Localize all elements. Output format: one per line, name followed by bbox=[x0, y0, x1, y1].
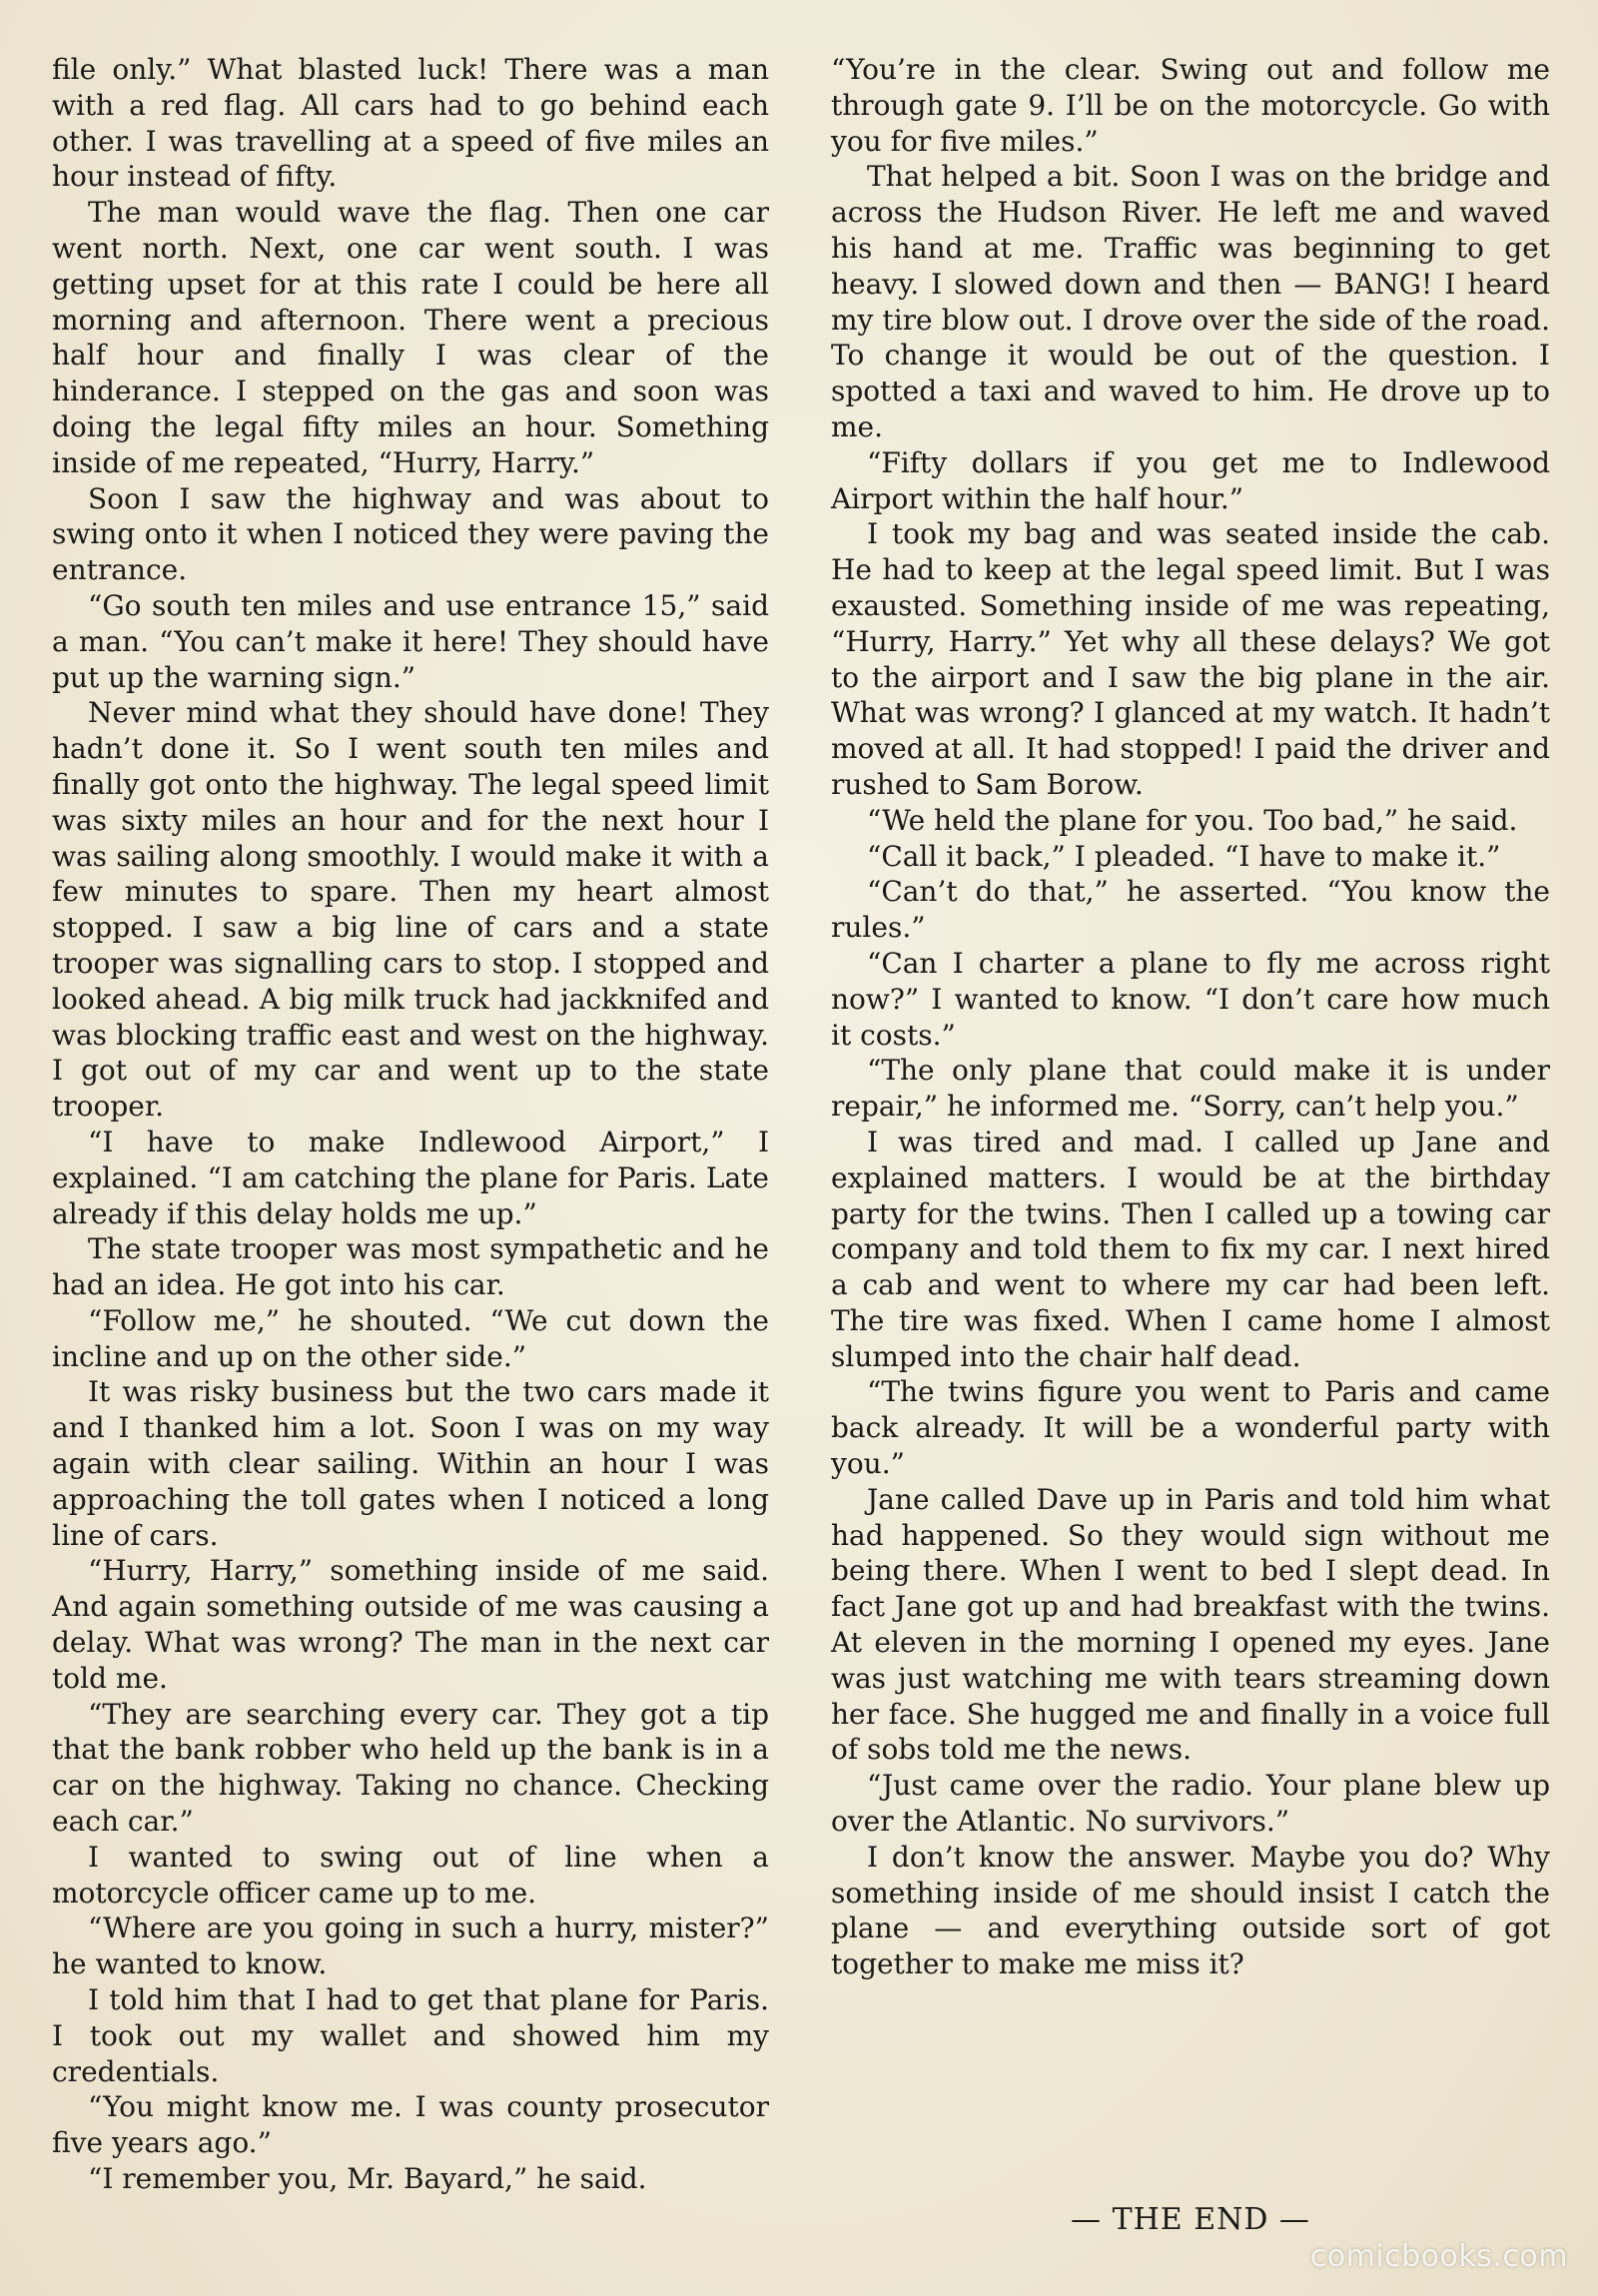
left-text-column bbox=[52, 52, 769, 2197]
paragraph: “Call it back,” I pleaded. “I have to make it.” bbox=[867, 839, 1501, 873]
paragraph: Jane called Dave up in Paris and told him what had happened. So they would sign without me being there. When I went to bed I slept dead. In fact Jane got up and had breakfast with the twins. At eleven in the morning I opened my eyes. Jane was just watching me with tears streaming down her face. She hugged me and finally in a voice full of sobs told me the news. bbox=[831, 1482, 1550, 1767]
paragraph: “They are searching every car. They got a tip that the bank robber who held up the bank is in a car on the highway. Taking no chance. Checking each car.” bbox=[52, 1697, 769, 1839]
paragraph: I don’t know the answer. Maybe you do? Why something inside of me should insist I catch the plane — and everything outside sort of got together to make me miss it? bbox=[831, 1840, 1550, 1981]
right-text-column bbox=[831, 52, 1550, 1982]
paragraph: “You might know me. I was county prosecutor five years ago.” bbox=[52, 2090, 769, 2160]
paragraph: “Fifty dollars if you get me to Indlewood Airport within the half hour.” bbox=[831, 445, 1550, 515]
paragraph: “I have to make Indlewood Airport,” I explained. “I am catching the plane for Paris. Late already if this delay holds me up.” bbox=[52, 1125, 769, 1230]
paragraph: “Can’t do that,” he asserted. “You know the rules.” bbox=[831, 875, 1550, 945]
paragraph: “Can I charter a plane to fly me across right now?” I wanted to know. “I don’t care how much it costs.” bbox=[831, 946, 1550, 1052]
paragraph: Never mind what they should have done! They hadn’t done it. So I went south ten miles and finally got onto the highway. The legal speed limit was sixty miles an hour and for the next hour I was sailing along smoothly. I would make it with a few minutes to spare. Then my heart almost stopped. I saw a big line of cars and a state trooper was signalling cars to stop. I stopped and looked ahead. A big milk truck had jackknifed and was blocking traffic east and west on the highway. I got out of my car and went up to the state trooper. bbox=[52, 696, 769, 1124]
site-watermark: comicbooks.com bbox=[1309, 2239, 1568, 2274]
paragraph: “You’re in the clear. Swing out and follow me through gate 9. I’ll be on the motorcycle. Go with you for five miles.” bbox=[831, 53, 1550, 158]
paragraph: Soon I saw the highway and was about to swing onto it when I noticed they were paving the entrance. bbox=[52, 481, 769, 587]
paragraph: “The only plane that could make it is under repair,” he informed me. “Sorry, can’t help you.” bbox=[831, 1054, 1550, 1124]
paragraph: “Follow me,” he shouted. “We cut down the incline and up on the other side.” bbox=[52, 1303, 769, 1373]
paragraph: “Go south ten miles and use entrance 15,” said a man. “You can’t make it here! They should have put up the warning sign.” bbox=[52, 588, 769, 694]
paragraph: “Just came over the radio. Your plane blew up over the Atlantic. No survivors.” bbox=[831, 1769, 1550, 1839]
the-end-marker: — THE END — bbox=[1071, 2202, 1310, 2237]
paragraph: “The twins figure you went to Paris and came back already. It will be a wonderful party with you.” bbox=[831, 1375, 1550, 1481]
paragraph: The state trooper was most sympathetic and he had an idea. He got into his car. bbox=[52, 1232, 769, 1302]
paragraph: “I remember you, Mr. Bayard,” he said. bbox=[88, 2162, 647, 2196]
paragraph: The man would wave the flag. Then one car went north. Next, one car went south. I was getting upset for at this rate I could be here all morning and afternoon. There went a precious half hour and finally I was clear of the hinderance. I stepped on the gas and soon was doing the legal fifty miles an hour. Something inside of me repeated, “Hurry, Harry.” bbox=[52, 196, 769, 479]
paragraph: I took my bag and was seated inside the cab. He had to keep at the legal speed limit. But I was exausted. Something inside of me was repeating, “Hurry, Harry.” Yet why all these delays? We got to the airport and I saw the big plane in the air. What was wrong? I glanced at my watch. It hadn’t moved at all. It had stopped! I paid the driver and rushed to Sam Borow. bbox=[831, 517, 1550, 801]
paragraph: “We held the plane for you. Too bad,” he said. bbox=[867, 803, 1518, 837]
paragraph: It was risky business but the two cars made it and I thanked him a lot. Soon I was on my way again with clear sailing. Within an hour I was approaching the toll gates when I noticed a long line of cars. bbox=[52, 1375, 769, 1552]
paragraph: “Where are you going in such a hurry, mister?” he wanted to know. bbox=[52, 1912, 769, 1981]
paragraph: I wanted to swing out of line when a motorcycle officer came up to me. bbox=[52, 1840, 769, 1910]
paragraph: I told him that I had to get that plane for Paris. I took out my wallet and showed him my credentials. bbox=[52, 1983, 769, 2088]
paragraph: file only.” What blasted luck! There was a man with a red flag. All cars had to go behind each other. I was travelling at a speed of five miles an hour instead of fifty. bbox=[52, 53, 769, 194]
paragraph: “Hurry, Harry,” something inside of me said. And again something outside of me was causing a delay. What was wrong? The man in the next car told me. bbox=[52, 1554, 769, 1695]
paragraph: That helped a bit. Soon I was on the bridge and across the Hudson River. He left me and waved his hand at me. Traffic was beginning to get heavy. I slowed down and then — BANG! I heard my tire blow out. I drove over the side of the road. To change it would be out of the question. I spotted a taxi and waved to him. He drove up to me. bbox=[831, 160, 1550, 443]
paragraph: I was tired and mad. I called up Jane and explained matters. I would be at the birthday party for the twins. Then I called up a towing car company and told them to fix my car. I next hired a cab and went to where my car had been left. The tire was fixed. When I came home I almost slumped into the chair half dead. bbox=[831, 1125, 1550, 1373]
